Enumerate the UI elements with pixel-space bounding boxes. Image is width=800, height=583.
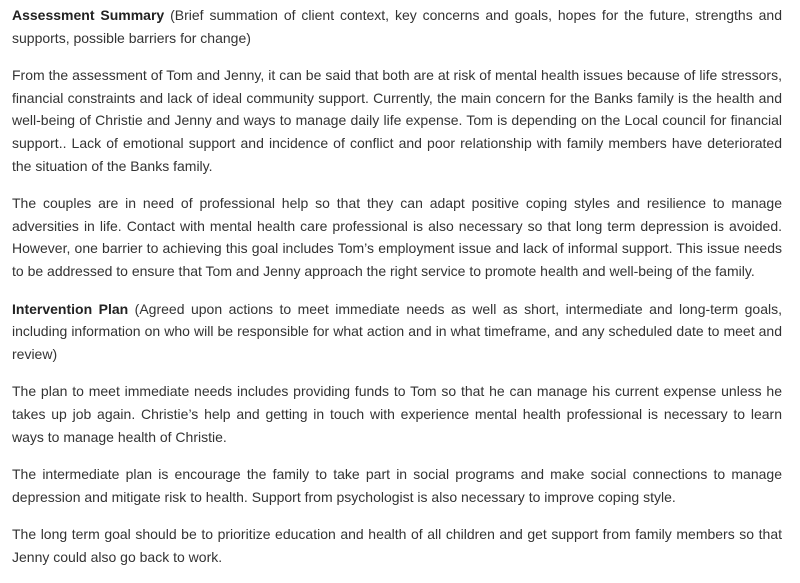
intervention-plan-description: (Agreed upon actions to meet immediate needs as well as short, intermediate and long-term goals, including information on who will be responsible for what action and in what timeframe, and any scheduled date to meet and review)	[12, 300, 782, 362]
intervention-paragraph: The intermediate plan is encourage the family to take part in social programs and make social connections to manage depression and mitigate risk to health. Support from psychologist is also necessary to improve coping style.	[12, 466, 782, 505]
intervention-plan-heading: Intervention Plan	[12, 300, 129, 317]
intervention-plan-section	[12, 298, 782, 366]
assessment-paragraph: The couples are in need of professional help so that they can adapt positive coping styles and resilience to manage adversities in life. Contact with mental health care professional is also necessary so that long term depression is avoided. However, one barrier to achieving this goal includes Tom’s employment issue and lack of informal support. This issue needs to be addressed to ensure that Tom and Jenny approach the right service to promote health and well-being of the family.	[12, 195, 782, 279]
assessment-summary-description: (Brief summation of client context, key concerns and goals, hopes for the future, strengths and supports, possible barriers for change)	[12, 7, 782, 46]
intervention-paragraph: The plan to meet immediate needs includes providing funds to Tom so that he can manage his current expense unless he takes up job again. Christie’s help and getting in touch with experience mental health professional is necessary to learn ways to manage health of Christie.	[12, 383, 782, 445]
assessment-paragraph: From the assessment of Tom and Jenny, it can be said that both are at risk of mental health issues because of life stressors, financial constraints and lack of ideal community support. Currently, the main concern for the Banks family is the health and well-being of Christie and Jenny and ways to manage daily life expense. Tom is depending on the Local council for financial support.. Lack of emotional support and incidence of conflict and poor relationship with family members have deteriorated the situation of the Banks family.	[12, 67, 782, 174]
assessment-summary-section	[12, 4, 782, 49]
document-body	[12, 4, 782, 583]
intervention-paragraph: The long term goal should be to prioritize education and health of all children and get support from family members so that Jenny could also go back to work.	[12, 526, 782, 565]
assessment-summary-heading: Assessment Summary	[12, 7, 165, 23]
